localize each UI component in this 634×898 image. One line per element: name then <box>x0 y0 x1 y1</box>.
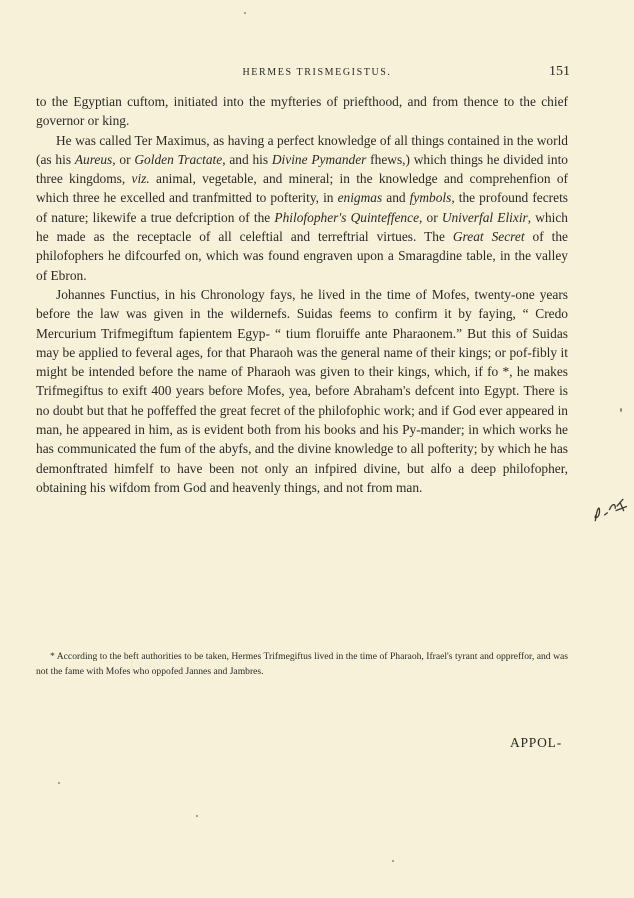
italic-word: fymbols <box>409 190 452 206</box>
paragraph-2 <box>36 131 568 285</box>
text-run: , and his <box>222 151 272 167</box>
italic-title: Philofopher's Quinteffence <box>274 209 420 225</box>
paragraph-3: Johannes Functius, in his Chronology fays, he lived in the time of Mofes, twenty-one years before the law was given in the wildernefs. Suidas feems to confirm it by faying, “ Credo Mercurium Trifmegiftum fapientem Egyp- “ tium floruiffe ante Pharaonem.” But this of Suidas may be applied to feveral ages, for that Pharaoh was the general name of their kings; or pof-fibly it might be intended before the name of Pharaoh was given to their kings, which, if fo *, he makes Trifmegiftus to exift 400 years before Mofes, yea, before Abraham's defcent into Egypt. There is no doubt but that he poffeffed the great fecret of the philofophic work; and if God ever appeared in man, he appeared in him, as is evident both from his books and his Py-mander; in which works he has communicated the fum of the abyfs, and the divine knowledge to all pofterity; by which he has demonftrated himfelf to have been not only an infpired divine, but alfo a deep philofopher, obtaining his wifdom from God and heavenly things, and not from man. <box>36 286 568 495</box>
text-run: animal, vegetable, and mineral; in the knowledge and comprehenfion of which three he excelled and tranfmitted to pofterity, in <box>36 171 568 206</box>
paragraph-1: to the Egyptian cuftom, initiated into the myfteries of priefthood, and from thence to the chief governor or king. <box>36 94 568 129</box>
catchword: APPOL- <box>509 735 562 750</box>
paper-speck <box>244 12 246 14</box>
italic-title: Divine Pymander <box>271 151 367 167</box>
paper-speck <box>620 408 622 412</box>
page-number: 151 <box>549 64 570 79</box>
margin-mark-glyph <box>586 496 634 527</box>
footnote <box>36 650 568 679</box>
footnote-text: * According to the beft authorities to be taken, Hermes Trifmegiftus lived in the time of Pharaoh, Ifrael's tyrant and oppreffor, and was not the fame with Mofes who oppofed Jannes and Jambres. <box>36 651 568 677</box>
handwritten-margin-mark <box>586 496 634 532</box>
text-run: of the philofophers he difcourfed on, which was found engraven upon a Smaragdine table, in the valley of Ebron. <box>36 229 568 283</box>
body-text <box>36 92 568 497</box>
italic-title: Golden Tractate <box>134 151 223 167</box>
page-header <box>0 64 634 84</box>
italic-word: enigmas <box>337 190 383 206</box>
italic-title: Univerfal Elixir <box>441 209 528 225</box>
text-run: He was called Ter Maximus, as having a perfect knowledge of all things contained in the world (as his <box>36 132 568 167</box>
italic-title: Aureus <box>74 151 113 167</box>
text-run: , the profound fecrets of nature; likewife a true defcription of the <box>36 190 568 225</box>
paper-speck <box>196 815 198 817</box>
text-run: and <box>382 190 410 206</box>
paper-speck <box>392 860 394 862</box>
italic-word: viz. <box>131 171 150 187</box>
text-run: , which he made as the receptacle of all celeftial and terreftrial virtues. The <box>36 209 568 245</box>
italic-title: Great Secret <box>452 229 525 245</box>
text-run: , or <box>419 209 442 225</box>
paper-speck <box>58 782 60 784</box>
running-title: HERMES TRISMEGISTUS. <box>242 67 392 78</box>
text-run: , or <box>112 151 135 167</box>
text-run: fhews,) which things he divided into three kingdoms, <box>36 151 568 187</box>
